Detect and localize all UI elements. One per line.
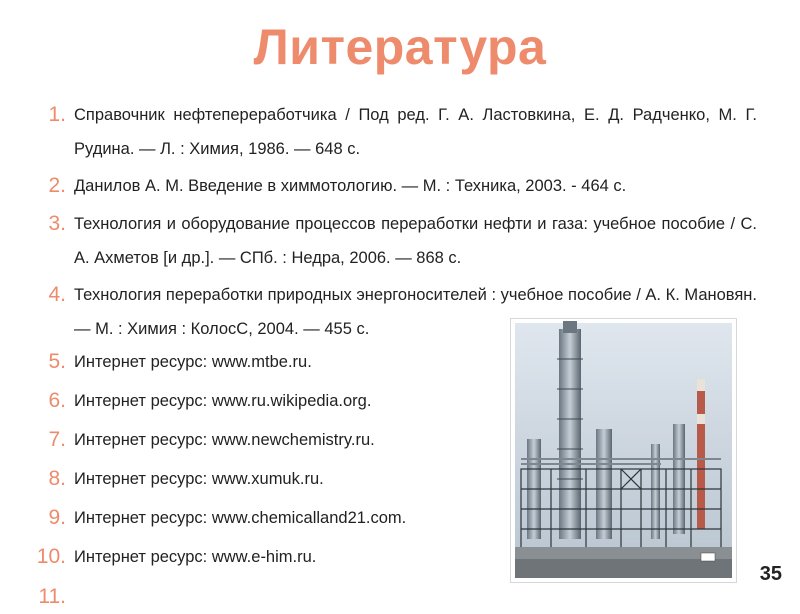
item-number: 7. (48, 428, 66, 451)
item-number: 6. (48, 389, 66, 412)
item-number: 8. (48, 467, 66, 490)
refinery-illustration (511, 319, 736, 582)
refinery-photo (511, 319, 736, 582)
item-text: Технология и оборудование процессов переработки нефти и газа: учебное пособие / С. А. Ахметов [и др.]. — СПб. : Недра, 2006. — 868 с. (74, 215, 757, 267)
item-number: 2. (48, 174, 66, 197)
page-title: Литература (253, 19, 547, 75)
item-text: Интернет ресурс: www.newchemistry.ru. (74, 431, 375, 449)
item-text: Интернет ресурс: www.e-him.ru. (74, 548, 317, 566)
item-number: 10. (36, 545, 66, 568)
item-text: Интернет ресурс: www.xumuk.ru. (74, 470, 324, 488)
item-text: Справочник нефтепереработчика / Под ред. Г. А. Ластовкина, Е. Д. Радченко, М. Г. Рудина. — Л. : Химия, 1986. — 648 с. (74, 106, 757, 158)
item-number: 5. (48, 350, 66, 373)
item-number: 3. (48, 212, 66, 235)
item-text: Интернет ресурс: www.ru.wikipedia.org. (74, 392, 372, 410)
item-number: 9. (48, 506, 66, 529)
item-number: 11. (38, 585, 66, 608)
item-number: 4. (48, 283, 66, 306)
item-number: 1. (48, 103, 66, 126)
item-text: Интернет ресурс: www.mtbe.ru. (74, 353, 312, 371)
item-text: Интернет ресурс: www.chemicalland21.com. (74, 509, 407, 527)
item-text: Технология переработки природных энергоносителей : учебное пособие / А. К. Мановян. — М. : Химия : КолосС, 2004. — 455 с. (74, 286, 757, 338)
page-number: 35 (759, 563, 782, 585)
item-text: Данилов А. М. Введение в химмотологию. — М. : Техника, 2003. - 464 с. (74, 177, 627, 195)
